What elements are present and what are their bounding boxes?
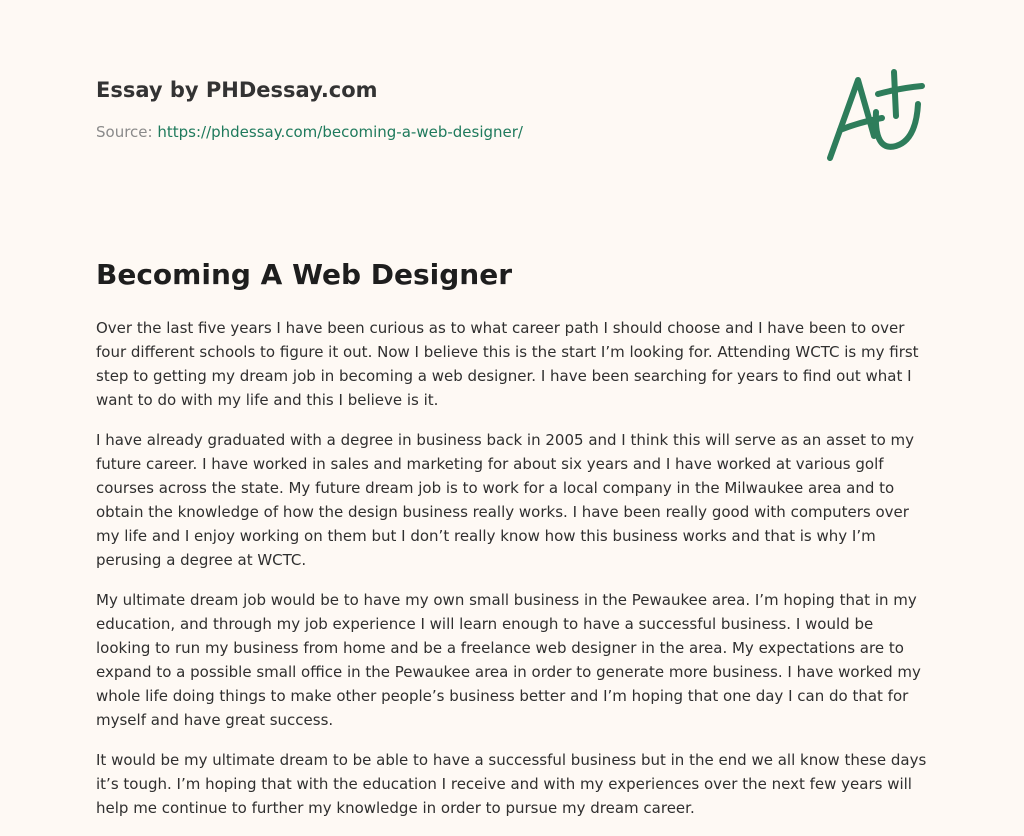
essay-paragraph: My ultimate dream job would be to have my own small business in the Pewaukee area. I’m hoping that in my education, and through my job experience I will learn enough to have a successful business. I would be looking to run my business from home and be a freelance web designer in the area. My expectations are to expand to a possible small office in the Pewaukee area in order to generate more business. I have worked my whole life doing things to make other people’s business better and I’m hoping that one day I can do that for myself and have great success. <box>96 591 921 729</box>
source-label: Source: <box>96 123 153 141</box>
source-line <box>96 122 736 142</box>
essay-content <box>96 256 932 836</box>
site-title: Essay by PHDessay.com <box>96 78 378 102</box>
a-plus-grade-icon <box>820 66 930 166</box>
page-header <box>96 76 736 142</box>
essay-paragraph: Over the last five years I have been curious as to what career path I should choose and I have been to over four different schools to figure it out. Now I believe this is the start I’m looking for. Attending WCTC is my first step to getting my dream job in becoming a web designer. I have been searching for years to find out what I want to do with my life and this I believe is it. <box>96 319 919 409</box>
essay-paragraph: I have already graduated with a degree in business back in 2005 and I think this will serve as an asset to my future career. I have worked in sales and marketing for about six years and I have worked at various golf courses across the state. My future dream job is to work for a local company in the Milwaukee area and to obtain the knowledge of how the design business really works. I have been really good with computers over my life and I enjoy working on them but I don’t really know how this business works and that is why I’m perusing a degree at WCTC. <box>96 431 915 569</box>
a-plus-logo-svg <box>820 66 930 166</box>
essay-paragraph: It would be my ultimate dream to be able to have a successful business but in the end we all know these days it’s tough. I’m hoping that with the education I receive and with my experiences over the next few years will help me continue to further my knowledge in order to pursue my dream career. <box>96 751 927 817</box>
source-link[interactable]: https://phdessay.com/becoming-a-web-designer/ <box>157 123 523 141</box>
essay-title: Becoming A Web Designer <box>96 258 513 291</box>
